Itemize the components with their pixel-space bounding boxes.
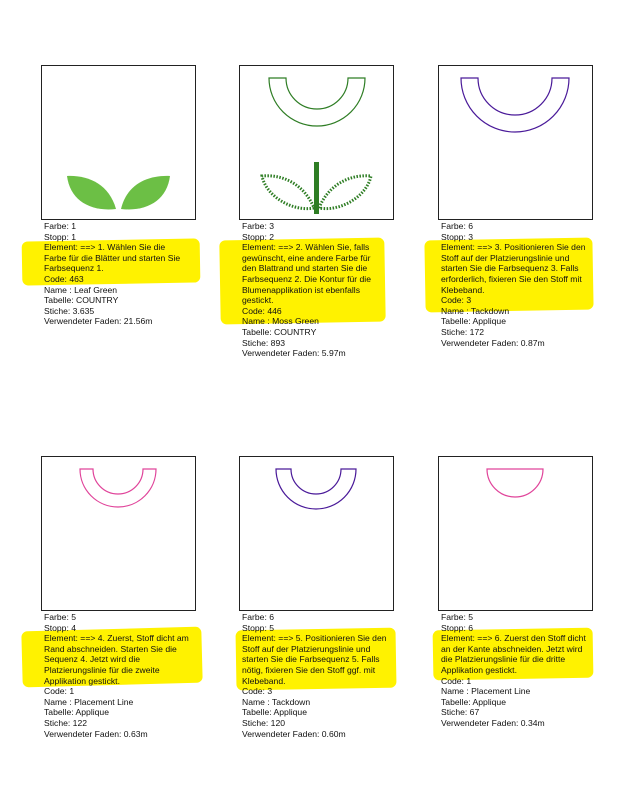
stopp-label: Stopp: 2 bbox=[242, 231, 275, 242]
preview-frame bbox=[41, 65, 196, 220]
code-label: Code: 463 bbox=[44, 273, 84, 284]
table-label: Tabelle: COUNTRY bbox=[242, 326, 317, 337]
stopp-label: Stopp: 1 bbox=[44, 231, 77, 242]
stopp-label: Stopp: 5 bbox=[242, 622, 275, 633]
element-instruction: Element: ==> 4. Zuerst, Stoff dicht am Rand abschneiden. Starten Sie die Sequenz 4. Jetzt wird die Platzierungslinie für die zweite Applikation gestickt. bbox=[44, 633, 189, 686]
block-info bbox=[441, 612, 594, 729]
element-instruction: Element: ==> 5. Positionieren Sie den Stoff auf der Platzierungslinie und starten Sie die Farbsequenz 5. Falls nötig, fixieren Sie den Stoff ggf. mit Klebeband. bbox=[242, 633, 387, 686]
thread-used: Verwendeter Faden: 0.87m bbox=[441, 337, 545, 348]
farbe-label: Farbe: 1 bbox=[44, 221, 77, 231]
farbe-label: Farbe: 6 bbox=[441, 221, 474, 231]
farbe-label: Farbe: 5 bbox=[44, 612, 77, 622]
stitch-count: Stiche: 120 bbox=[242, 717, 285, 728]
block-info bbox=[44, 612, 197, 739]
table-label: Tabelle: Applique bbox=[242, 707, 307, 718]
stitch-count: Stiche: 67 bbox=[441, 707, 480, 718]
stopp-label: Stopp: 3 bbox=[441, 231, 474, 242]
stitch-count: Stiche: 172 bbox=[441, 326, 484, 337]
flower-outline-preview bbox=[240, 66, 393, 219]
thread-used: Verwendeter Faden: 0.34m bbox=[441, 717, 545, 728]
code-label: Code: 1 bbox=[441, 675, 472, 686]
stitch-count: Stiche: 122 bbox=[44, 717, 87, 728]
table-label: Tabelle: COUNTRY bbox=[44, 295, 119, 306]
block-info bbox=[441, 221, 594, 348]
leaves-preview bbox=[42, 66, 195, 219]
thread-name: Name : Moss Green bbox=[242, 316, 319, 327]
thread-name: Name : Leaf Green bbox=[44, 284, 118, 295]
thread-name: Name : Placement Line bbox=[441, 686, 531, 697]
code-label: Code: 3 bbox=[242, 686, 273, 697]
medium-arc-preview bbox=[240, 457, 393, 610]
thread-name: Name : Placement Line bbox=[44, 696, 134, 707]
small-arc-preview bbox=[42, 457, 195, 610]
half-disc-preview bbox=[439, 457, 592, 610]
table-label: Tabelle: Applique bbox=[441, 696, 506, 707]
farbe-label: Farbe: 6 bbox=[242, 612, 275, 622]
element-instruction: Element: ==> 3. Positionieren Sie den Stoff auf der Platzierungslinie und starten Sie die Farbsequenz 3. Falls erforderlich, fixieren Sie den Stoff mit Klebeband. bbox=[441, 242, 586, 295]
element-instruction: Element: ==> 6. Zuerst den Stoff dicht an der Kante abschneiden. Jetzt wird die Platzierungslinie für die dritte Applikation gestickt. bbox=[441, 633, 586, 675]
element-instruction: Element: ==> 2. Wählen Sie, falls gewünscht, eine andere Farbe für den Blattrand und starten Sie die Farbsequenz 2. Die Kontur für die Blumenapplikation ist ebenfalls gestickt. bbox=[242, 242, 371, 306]
table-label: Tabelle: Applique bbox=[44, 707, 109, 718]
farbe-label: Farbe: 3 bbox=[242, 221, 275, 231]
block-info bbox=[242, 612, 395, 739]
preview-frame bbox=[438, 456, 593, 611]
code-label: Code: 3 bbox=[441, 295, 472, 306]
preview-frame bbox=[239, 456, 394, 611]
thread-used: Verwendeter Faden: 0.60m bbox=[242, 728, 346, 739]
large-arc-preview bbox=[439, 66, 592, 219]
stitch-count: Stiche: 893 bbox=[242, 337, 285, 348]
code-label: Code: 446 bbox=[242, 305, 282, 316]
thread-name: Name : Tackdown bbox=[441, 305, 510, 316]
stitch-count: Stiche: 3.635 bbox=[44, 305, 95, 316]
thread-used: Verwendeter Faden: 21.56m bbox=[44, 316, 153, 327]
element-instruction: Element: ==> 1. Wählen Sie die Farbe für die Blätter und starten Sie Farbsequenz 1. bbox=[44, 242, 181, 274]
farbe-label: Farbe: 5 bbox=[441, 612, 474, 622]
preview-frame bbox=[239, 65, 394, 220]
block-info bbox=[44, 221, 197, 327]
preview-frame bbox=[41, 456, 196, 611]
thread-used: Verwendeter Faden: 5.97m bbox=[242, 348, 346, 359]
stopp-label: Stopp: 6 bbox=[441, 622, 474, 633]
block-info bbox=[242, 221, 395, 359]
thread-name: Name : Tackdown bbox=[242, 696, 311, 707]
preview-frame bbox=[438, 65, 593, 220]
stopp-label: Stopp: 4 bbox=[44, 622, 77, 633]
table-label: Tabelle: Applique bbox=[441, 316, 506, 327]
thread-used: Verwendeter Faden: 0.63m bbox=[44, 728, 148, 739]
code-label: Code: 1 bbox=[44, 686, 75, 697]
